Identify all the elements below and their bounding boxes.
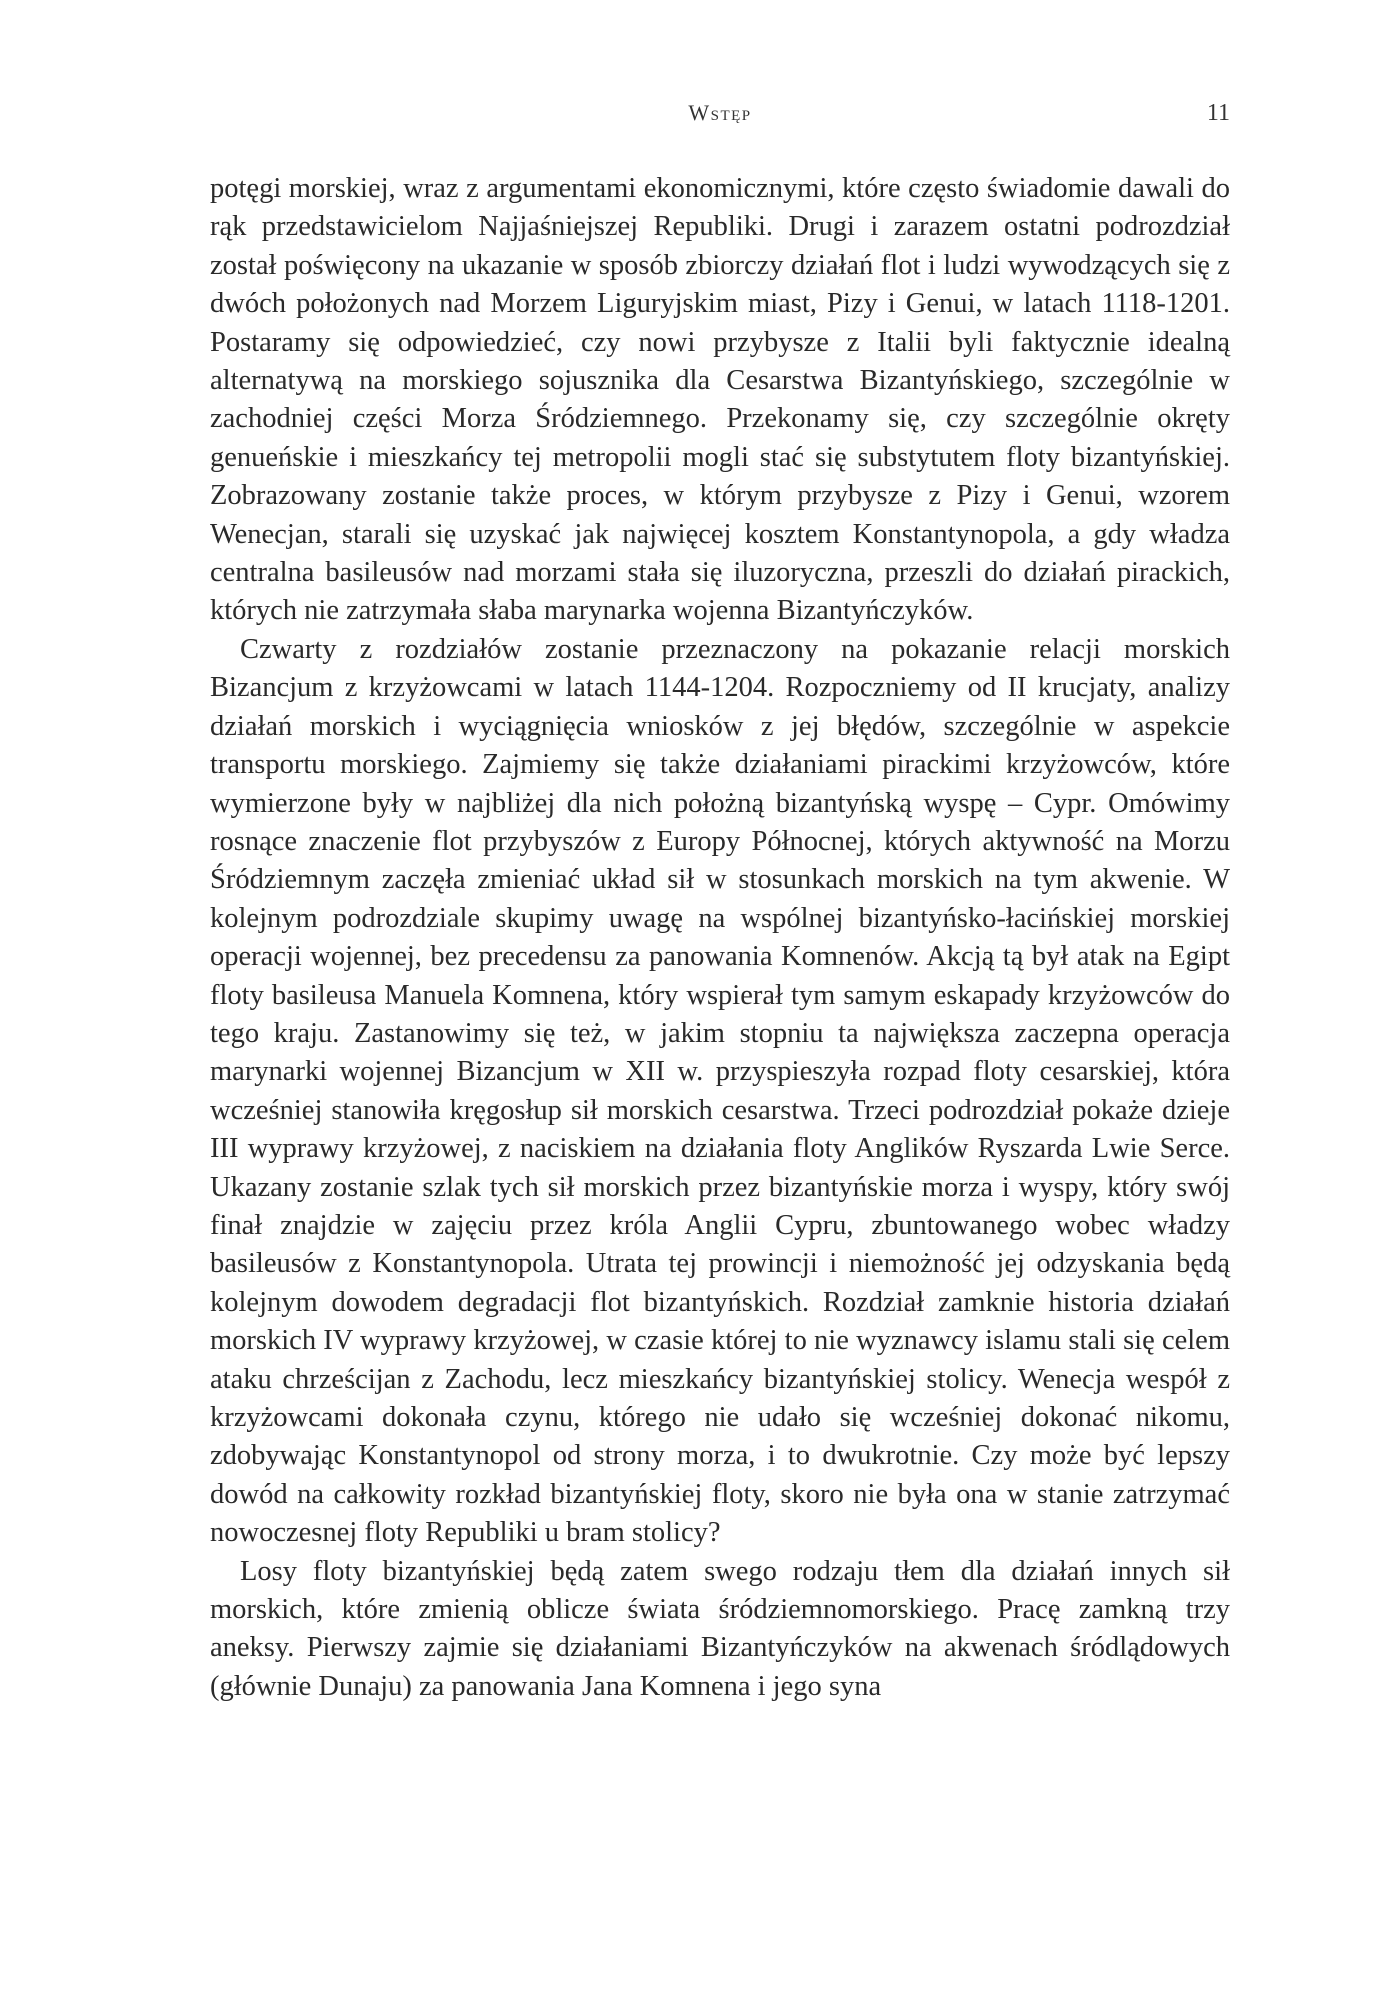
page-number: 11 (1206, 100, 1230, 126)
running-head (210, 100, 1230, 140)
paragraph-continuation: potęgi morskiej, wraz z argumentami ekonomicznymi, które często świadomie dawali do rąk przedstawicielom Najjaśniejszej Republiki. Drugi i zarazem ostatni podrozdział został poświęcony na ukazanie w sposób zbiorczy działań flot i ludzi wywodzących się z dwóch położonych nad Morzem Liguryjskim miast, Pizy i Genui, w latach 1118-1201. Postaramy się odpowiedzieć, czy nowi przybysze z Italii byli faktycznie idealną alternatywą na morskiego sojusznika dla Cesarstwa Bizantyńskiego, szczególnie w zachodniej części Morza Śródziemnego. Przekonamy się, czy szczególnie okręty genueńskie i mieszkańcy tej metropolii mogli stać się substytutem floty bizantyńskiej. Zobrazowany zostanie także proces, w którym przybysze z Pizy i Genui, wzorem Wenecjan, starali się uzyskać jak najwięcej kosztem Konstantynopola, a gdy władza centralna basileusów nad morzami stała się iluzoryczna, przeszli do działań pirackich, których nie zatrzymała słaba marynarka wojenna Bizantyńczyków. (210, 173, 1230, 627)
paragraph-annexes: Losy floty bizantyńskiej będą zatem swego rodzaju tłem dla działań innych sił morskich, które zmienią oblicze świata śródziemnomorskiego. Pracę zamkną trzy aneksy. Pierwszy zajmie się działaniami Bizantyńczyków na akwenach śródlądowych (głównie Dunaju) za panowania Jana Komnena i jego syna (210, 1555, 1230, 1702)
running-title: Wstęp (688, 100, 752, 125)
paragraph-chapter-four: Czwarty z rozdziałów zostanie przeznaczony na pokazanie relacji morskich Bizancjum z krzyżowcami w latach 1144-1204. Rozpoczniemy od II krucjaty, analizy działań morskich i wyciągnięcia wniosków z jej błędów, szczególnie w aspekcie transportu morskiego. Zajmiemy się także działaniami pirackimi krzyżowców, które wymierzone były w najbliżej dla nich położną bizantyńską wyspę – Cypr. Omówimy rosnące znaczenie flot przybyszów z Europy Północnej, których aktywność na Morzu Śródziemnym zaczęła zmieniać układ sił w stosunkach morskich na tym akwenie. W kolejnym podrozdziale skupimy uwagę na wspólnej bizantyńsko-łacińskiej morskiej operacji wojennej, bez precedensu za panowania Komnenów. Akcją tą był atak na Egipt floty basileusa Manuela Komnena, który wspierał tym samym eskapady krzyżowców do tego kraju. Zastanowimy się też, w jakim stopniu ta największa zaczepna operacja marynarki wojennej Bizancjum w XII w. przyspieszyła rozpad floty cesarskiej, która wcześniej stanowiła kręgosłup sił morskich cesarstwa. Trzeci podrozdział pokaże dzieje III wyprawy krzyżowej, z naciskiem na działania floty Anglików Ryszarda Lwie Serce. Ukazany zostanie szlak tych sił morskich przez bizantyńskie morza i wyspy, który swój finał znajdzie w zajęciu przez króla Anglii Cypru, zbuntowanego wobec władzy basileusów z Konstantynopola. Utrata tej prowincji i niemożność jej odzyskania będą kolejnym dowodem degradacji flot bizantyńskich. Rozdział zamknie historia działań morskich IV wyprawy krzyżowej, w czasie której to nie wyznawcy islamu stali się celem ataku chrześcijan z Zachodu, lecz mieszkańcy bizantyńskiej stolicy. Wenecja wespół z krzyżowcami dokonała czynu, którego nie udało się wcześniej dokonać nikomu, zdobywając Konstantynopol od strony morza, i to dwukrotnie. Czy może być lepszy dowód na całkowity rozkład bizantyńskiej floty, skoro nie była ona w stanie zatrzymać nowoczesnej floty Republiki u bram stolicy? (210, 633, 1230, 1549)
body-text (210, 170, 1230, 1706)
